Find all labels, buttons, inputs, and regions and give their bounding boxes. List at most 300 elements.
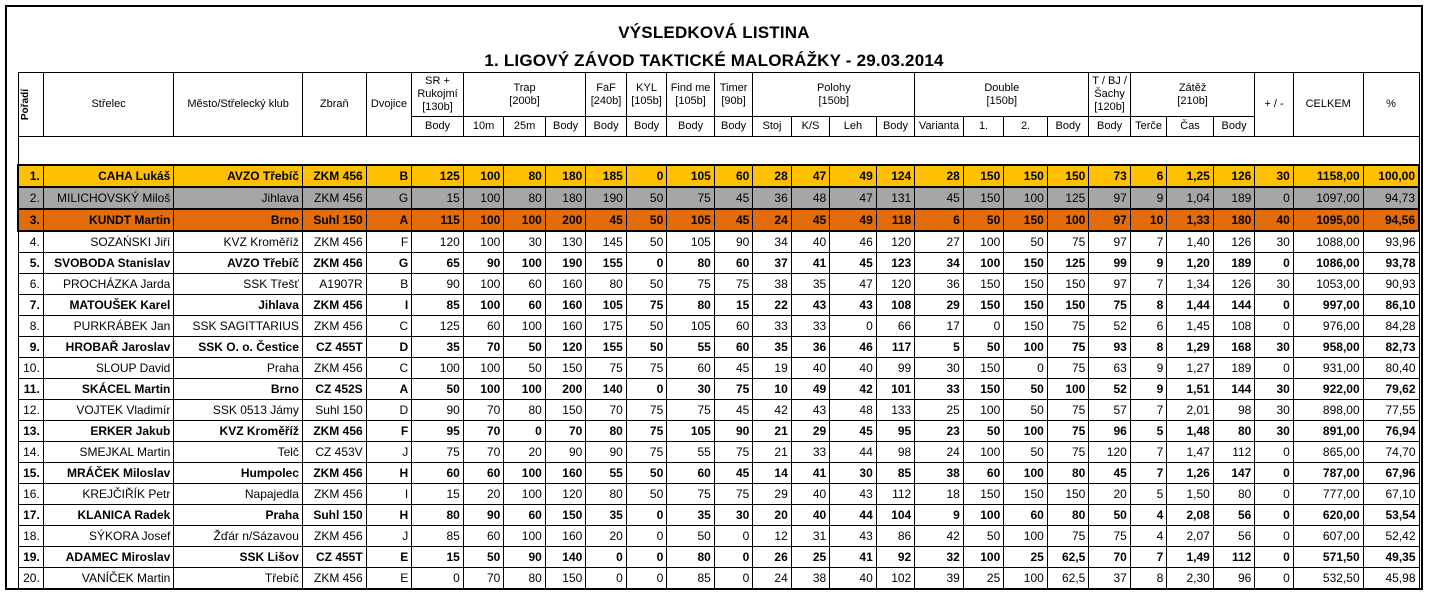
- cell-polohy-leh: 44: [830, 504, 877, 525]
- cell-rank: 12.: [18, 399, 43, 420]
- cell-zatez-terce: 10: [1130, 209, 1166, 231]
- cell-pct: 77,55: [1363, 399, 1419, 420]
- cell-faf-body: 155: [586, 252, 626, 273]
- cell-timer-body: 60: [714, 252, 752, 273]
- cell-findme-body: 60: [667, 357, 715, 378]
- cell-pct: 49,35: [1363, 546, 1419, 567]
- cell-zatez-cas: 1,40: [1167, 231, 1214, 253]
- cell-polohy-leh: 46: [830, 336, 877, 357]
- cell-gun: Suhl 150: [302, 504, 366, 525]
- header-pct: %: [1363, 73, 1419, 137]
- cell-kyl-body: 50: [626, 209, 666, 231]
- cell-findme-body: 75: [667, 399, 715, 420]
- cell-faf-body: 90: [586, 441, 626, 462]
- cell-polohy-leh: 49: [830, 209, 877, 231]
- cell-zatez-cas: 1,48: [1167, 420, 1214, 441]
- cell-polohy-leh: 40: [830, 357, 877, 378]
- cell-zatez-cas: 1,25: [1167, 165, 1214, 187]
- cell-rank: 10.: [18, 357, 43, 378]
- cell-double-2: 150: [1004, 294, 1048, 315]
- cell-pct: 94,73: [1363, 187, 1419, 209]
- sheet-title: VÝSLEDKOVÁ LISTINA: [618, 23, 810, 42]
- cell-polohy-leh: 47: [830, 273, 877, 294]
- cell-club: Brno: [174, 378, 303, 399]
- header-double: Double [150b]: [915, 73, 1089, 117]
- cell-timer-body: 15: [714, 294, 752, 315]
- cell-pair: E: [366, 546, 412, 567]
- cell-zatez-body: 80: [1213, 483, 1255, 504]
- cell-sr-body: 125: [412, 165, 464, 187]
- cell-polohy-body: 99: [876, 357, 914, 378]
- cell-sr-body: 115: [412, 209, 464, 231]
- cell-pct: 90,93: [1363, 273, 1419, 294]
- cell-trap-25m: 100: [504, 483, 545, 504]
- cell-findme-body: 30: [667, 378, 715, 399]
- table-row: [18, 504, 1419, 525]
- table-row: [18, 357, 1419, 378]
- cell-name: KLANICA Radek: [43, 504, 174, 525]
- cell-double-body: 80: [1047, 462, 1089, 483]
- cell-celkem: 787,00: [1293, 462, 1363, 483]
- cell-polohy-leh: 44: [830, 441, 877, 462]
- cell-polohy-stoj: 29: [753, 483, 791, 504]
- cell-zatez-body: 98: [1213, 399, 1255, 420]
- cell-timer-body: 45: [714, 209, 752, 231]
- cell-gun: CZ 452S: [302, 378, 366, 399]
- sub-double-body: Body: [1047, 117, 1089, 137]
- cell-rank: 18.: [18, 525, 43, 546]
- cell-kyl-body: 75: [626, 357, 666, 378]
- cell-findme-body: 85: [667, 567, 715, 588]
- cell-gun: ZKM 456: [302, 357, 366, 378]
- cell-celkem: 976,00: [1293, 315, 1363, 336]
- cell-gun: CZ 455T: [302, 546, 366, 567]
- cell-celkem: 607,00: [1293, 525, 1363, 546]
- cell-kyl-body: 75: [626, 294, 666, 315]
- cell-name: SKÁCEL Martin: [43, 378, 174, 399]
- cell-plusminus: 0: [1255, 462, 1293, 483]
- cell-zatez-cas: 1,04: [1167, 187, 1214, 209]
- cell-tbj-body: 97: [1089, 209, 1130, 231]
- cell-pair: E: [366, 567, 412, 588]
- cell-gun: CZ 453V: [302, 441, 366, 462]
- cell-rank: 19.: [18, 546, 43, 567]
- cell-polohy-body: 101: [876, 378, 914, 399]
- cell-faf-body: 175: [586, 315, 626, 336]
- cell-polohy-stoj: 10: [753, 378, 791, 399]
- cell-trap-25m: 20: [504, 441, 545, 462]
- cell-faf-body: 190: [586, 187, 626, 209]
- cell-polohy-body: 108: [876, 294, 914, 315]
- cell-trap-10m: 60: [463, 462, 503, 483]
- sub-zatez-terce: Terče: [1130, 117, 1166, 137]
- cell-zatez-cas: 1,51: [1167, 378, 1214, 399]
- cell-celkem: 1088,00: [1293, 231, 1363, 253]
- cell-plusminus: 0: [1255, 294, 1293, 315]
- cell-double-1: 100: [963, 399, 1003, 420]
- sheet-subtitle: 1. LIGOVÝ ZÁVOD TAKTICKÉ MALORÁŽKY - 29.03.2014: [484, 51, 944, 70]
- sub-trap-10m: 10m: [463, 117, 503, 137]
- cell-double-varianta: 9: [915, 504, 964, 525]
- cell-zatez-cas: 1,47: [1167, 441, 1214, 462]
- cell-double-varianta: 23: [915, 420, 964, 441]
- cell-celkem: 931,00: [1293, 357, 1363, 378]
- cell-pct: 67,10: [1363, 483, 1419, 504]
- cell-double-2: 25: [1004, 546, 1048, 567]
- cell-gun: ZKM 456: [302, 231, 366, 253]
- cell-club: Brno: [174, 209, 303, 231]
- cell-plusminus: 30: [1255, 336, 1293, 357]
- cell-tbj-body: 99: [1089, 252, 1130, 273]
- cell-double-body: 125: [1047, 187, 1089, 209]
- cell-zatez-terce: 5: [1130, 483, 1166, 504]
- cell-timer-body: 0: [714, 546, 752, 567]
- cell-celkem: 997,00: [1293, 294, 1363, 315]
- cell-pair: A: [366, 378, 412, 399]
- cell-zatez-terce: 8: [1130, 567, 1166, 588]
- cell-faf-body: 55: [586, 462, 626, 483]
- cell-faf-body: 155: [586, 336, 626, 357]
- cell-double-1: 150: [963, 483, 1003, 504]
- cell-gun: CZ 455T: [302, 336, 366, 357]
- cell-findme-body: 55: [667, 441, 715, 462]
- cell-gun: Suhl 150: [302, 399, 366, 420]
- cell-pair: I: [366, 294, 412, 315]
- cell-polohy-ks: 48: [791, 187, 829, 209]
- cell-sr-body: 65: [412, 252, 464, 273]
- cell-trap-10m: 100: [463, 165, 503, 187]
- sub-double-1: 1.: [963, 117, 1003, 137]
- cell-trap-body: 70: [545, 420, 586, 441]
- cell-trap-25m: 100: [504, 252, 545, 273]
- results-table: [17, 72, 1420, 589]
- cell-kyl-body: 50: [626, 187, 666, 209]
- cell-polohy-body: 131: [876, 187, 914, 209]
- cell-sr-body: 15: [412, 546, 464, 567]
- cell-double-2: 100: [1004, 462, 1048, 483]
- cell-rank: 8.: [18, 315, 43, 336]
- cell-timer-body: 60: [714, 165, 752, 187]
- cell-double-2: 150: [1004, 315, 1048, 336]
- cell-timer-body: 90: [714, 231, 752, 253]
- cell-celkem: 1086,00: [1293, 252, 1363, 273]
- cell-polohy-ks: 41: [791, 462, 829, 483]
- cell-findme-body: 50: [667, 525, 715, 546]
- cell-double-body: 150: [1047, 165, 1089, 187]
- cell-sr-body: 0: [412, 567, 464, 588]
- table-row: [18, 546, 1419, 567]
- cell-polohy-stoj: 35: [753, 336, 791, 357]
- cell-faf-body: 45: [586, 209, 626, 231]
- cell-plusminus: 0: [1255, 315, 1293, 336]
- cell-zatez-body: 189: [1213, 187, 1255, 209]
- cell-club: AVZO Třebíč: [174, 252, 303, 273]
- cell-trap-25m: 90: [504, 546, 545, 567]
- cell-celkem: 922,00: [1293, 378, 1363, 399]
- cell-pair: B: [366, 165, 412, 187]
- cell-trap-body: 160: [545, 462, 586, 483]
- cell-polohy-leh: 40: [830, 567, 877, 588]
- cell-findme-body: 80: [667, 252, 715, 273]
- cell-zatez-body: 80: [1213, 420, 1255, 441]
- cell-double-varianta: 38: [915, 462, 964, 483]
- cell-trap-10m: 70: [463, 567, 503, 588]
- cell-plusminus: 30: [1255, 420, 1293, 441]
- cell-zatez-cas: 1,33: [1167, 209, 1214, 231]
- cell-trap-10m: 70: [463, 399, 503, 420]
- cell-double-body: 75: [1047, 357, 1089, 378]
- cell-zatez-terce: 7: [1130, 399, 1166, 420]
- cell-double-1: 50: [963, 336, 1003, 357]
- cell-club: KVZ Kroměříž: [174, 231, 303, 253]
- cell-double-varianta: 33: [915, 378, 964, 399]
- sub-kyl-body: Body: [626, 117, 666, 137]
- cell-double-varianta: 17: [915, 315, 964, 336]
- cell-kyl-body: 0: [626, 378, 666, 399]
- cell-tbj-body: 97: [1089, 273, 1130, 294]
- cell-polohy-body: 133: [876, 399, 914, 420]
- cell-club: SSK Třešť: [174, 273, 303, 294]
- cell-double-1: 50: [963, 209, 1003, 231]
- cell-double-body: 125: [1047, 252, 1089, 273]
- cell-tbj-body: 52: [1089, 315, 1130, 336]
- cell-polohy-stoj: 38: [753, 273, 791, 294]
- cell-double-1: 150: [963, 294, 1003, 315]
- cell-tbj-body: 75: [1089, 294, 1130, 315]
- cell-findme-body: 75: [667, 483, 715, 504]
- cell-findme-body: 105: [667, 315, 715, 336]
- sub-zatez-body: Body: [1213, 117, 1255, 137]
- cell-trap-10m: 90: [463, 252, 503, 273]
- cell-trap-10m: 90: [463, 504, 503, 525]
- cell-trap-10m: 100: [463, 357, 503, 378]
- cell-pct: 93,96: [1363, 231, 1419, 253]
- cell-gun: ZKM 456: [302, 315, 366, 336]
- cell-trap-body: 200: [545, 378, 586, 399]
- header-tbj: T / BJ / Šachy [120b]: [1089, 73, 1130, 117]
- cell-plusminus: 0: [1255, 357, 1293, 378]
- cell-double-varianta: 36: [915, 273, 964, 294]
- cell-sr-body: 35: [412, 336, 464, 357]
- cell-plusminus: 0: [1255, 546, 1293, 567]
- cell-trap-10m: 100: [463, 209, 503, 231]
- cell-faf-body: 70: [586, 399, 626, 420]
- cell-rank: 20.: [18, 567, 43, 588]
- cell-kyl-body: 75: [626, 420, 666, 441]
- cell-name: MATOUŠEK Karel: [43, 294, 174, 315]
- cell-celkem: 1053,00: [1293, 273, 1363, 294]
- table-row: [18, 273, 1419, 294]
- cell-pct: 100,00: [1363, 165, 1419, 187]
- cell-timer-body: 75: [714, 483, 752, 504]
- cell-timer-body: 75: [714, 273, 752, 294]
- cell-zatez-body: 180: [1213, 209, 1255, 231]
- cell-polohy-ks: 25: [791, 546, 829, 567]
- cell-pct: 94,56: [1363, 209, 1419, 231]
- cell-kyl-body: 0: [626, 546, 666, 567]
- cell-celkem: 532,50: [1293, 567, 1363, 588]
- cell-faf-body: 80: [586, 483, 626, 504]
- cell-double-body: 150: [1047, 273, 1089, 294]
- cell-polohy-body: 104: [876, 504, 914, 525]
- cell-double-2: 0: [1004, 357, 1048, 378]
- sub-polohy-body: Body: [876, 117, 914, 137]
- cell-double-2: 150: [1004, 209, 1048, 231]
- cell-name: VANÍČEK Martin: [43, 567, 174, 588]
- cell-plusminus: 30: [1255, 378, 1293, 399]
- cell-kyl-body: 75: [626, 441, 666, 462]
- cell-faf-body: 105: [586, 294, 626, 315]
- header-zbran: Zbraň: [302, 73, 366, 137]
- cell-zatez-cas: 1,49: [1167, 546, 1214, 567]
- cell-zatez-terce: 8: [1130, 336, 1166, 357]
- cell-name: HROBAŘ Jaroslav: [43, 336, 174, 357]
- cell-findme-body: 105: [667, 231, 715, 253]
- cell-rank: 16.: [18, 483, 43, 504]
- cell-zatez-body: 56: [1213, 504, 1255, 525]
- cell-findme-body: 80: [667, 546, 715, 567]
- sub-double-varianta: Varianta: [915, 117, 964, 137]
- cell-rank: 7.: [18, 294, 43, 315]
- cell-tbj-body: 120: [1089, 441, 1130, 462]
- cell-name: SÝKORA Josef: [43, 525, 174, 546]
- cell-celkem: 1095,00: [1293, 209, 1363, 231]
- cell-polohy-ks: 33: [791, 315, 829, 336]
- cell-name: CAHA Lukáš: [43, 165, 174, 187]
- cell-polohy-ks: 43: [791, 294, 829, 315]
- cell-club: Humpolec: [174, 462, 303, 483]
- cell-pct: 84,28: [1363, 315, 1419, 336]
- cell-rank: 3.: [18, 209, 43, 231]
- cell-faf-body: 145: [586, 231, 626, 253]
- cell-double-body: 100: [1047, 209, 1089, 231]
- cell-zatez-cas: 1,50: [1167, 483, 1214, 504]
- cell-double-2: 50: [1004, 441, 1048, 462]
- cell-pair: D: [366, 336, 412, 357]
- cell-plusminus: 30: [1255, 165, 1293, 187]
- cell-rank: 13.: [18, 420, 43, 441]
- cell-zatez-terce: 6: [1130, 315, 1166, 336]
- cell-club: Jihlava: [174, 187, 303, 209]
- cell-trap-10m: 100: [463, 187, 503, 209]
- cell-timer-body: 60: [714, 315, 752, 336]
- cell-kyl-body: 50: [626, 231, 666, 253]
- cell-polohy-stoj: 42: [753, 399, 791, 420]
- cell-trap-10m: 60: [463, 315, 503, 336]
- cell-zatez-cas: 1,20: [1167, 252, 1214, 273]
- cell-pair: G: [366, 252, 412, 273]
- cell-double-body: 75: [1047, 420, 1089, 441]
- cell-double-2: 50: [1004, 399, 1048, 420]
- cell-double-varianta: 5: [915, 336, 964, 357]
- cell-trap-25m: 60: [504, 273, 545, 294]
- cell-pct: 76,94: [1363, 420, 1419, 441]
- cell-polohy-ks: 49: [791, 378, 829, 399]
- sub-findme-body: Body: [667, 117, 715, 137]
- cell-polohy-body: 112: [876, 483, 914, 504]
- cell-name: VOJTEK Vladimír: [43, 399, 174, 420]
- cell-polohy-leh: 43: [830, 483, 877, 504]
- cell-polohy-stoj: 12: [753, 525, 791, 546]
- cell-polohy-leh: 30: [830, 462, 877, 483]
- cell-kyl-body: 50: [626, 483, 666, 504]
- sub-zatez-cas: Čas: [1167, 117, 1214, 137]
- sub-polohy-stoj: Stoj: [753, 117, 791, 137]
- cell-trap-body: 90: [545, 441, 586, 462]
- cell-sr-body: 15: [412, 483, 464, 504]
- table-row: [18, 525, 1419, 546]
- cell-trap-25m: 50: [504, 336, 545, 357]
- cell-polohy-leh: 0: [830, 315, 877, 336]
- table-row: [18, 441, 1419, 462]
- cell-polohy-leh: 48: [830, 399, 877, 420]
- cell-polohy-ks: 36: [791, 336, 829, 357]
- cell-rank: 14.: [18, 441, 43, 462]
- cell-polohy-ks: 40: [791, 231, 829, 253]
- cell-polohy-stoj: 33: [753, 315, 791, 336]
- cell-pair: D: [366, 399, 412, 420]
- cell-polohy-ks: 35: [791, 273, 829, 294]
- cell-trap-25m: 100: [504, 525, 545, 546]
- cell-polohy-body: 118: [876, 209, 914, 231]
- table-row: [18, 462, 1419, 483]
- table-row: [18, 294, 1419, 315]
- cell-celkem: 1158,00: [1293, 165, 1363, 187]
- cell-tbj-body: 37: [1089, 567, 1130, 588]
- cell-polohy-ks: 40: [791, 357, 829, 378]
- cell-zatez-cas: 1,26: [1167, 462, 1214, 483]
- table-row: [18, 252, 1419, 273]
- cell-trap-body: 120: [545, 336, 586, 357]
- cell-double-1: 150: [963, 378, 1003, 399]
- cell-zatez-cas: 1,34: [1167, 273, 1214, 294]
- cell-findme-body: 35: [667, 504, 715, 525]
- cell-name: ADAMEC Miroslav: [43, 546, 174, 567]
- cell-gun: ZKM 456: [302, 462, 366, 483]
- cell-polohy-leh: 45: [830, 252, 877, 273]
- cell-sr-body: 60: [412, 462, 464, 483]
- cell-double-2: 50: [1004, 378, 1048, 399]
- cell-polohy-ks: 29: [791, 420, 829, 441]
- cell-pair: F: [366, 231, 412, 253]
- cell-polohy-leh: 43: [830, 294, 877, 315]
- cell-plusminus: 0: [1255, 483, 1293, 504]
- cell-timer-body: 75: [714, 441, 752, 462]
- cell-double-varianta: 39: [915, 567, 964, 588]
- cell-faf-body: 80: [586, 420, 626, 441]
- cell-sr-body: 100: [412, 357, 464, 378]
- cell-polohy-body: 86: [876, 525, 914, 546]
- cell-polohy-ks: 33: [791, 441, 829, 462]
- cell-pair: A: [366, 209, 412, 231]
- cell-zatez-body: 189: [1213, 252, 1255, 273]
- cell-polohy-body: 117: [876, 336, 914, 357]
- cell-kyl-body: 0: [626, 165, 666, 187]
- cell-pair: H: [366, 504, 412, 525]
- cell-polohy-body: 120: [876, 231, 914, 253]
- cell-double-varianta: 24: [915, 441, 964, 462]
- cell-polohy-ks: 45: [791, 209, 829, 231]
- cell-plusminus: 0: [1255, 504, 1293, 525]
- cell-zatez-cas: 2,07: [1167, 525, 1214, 546]
- cell-polohy-stoj: 21: [753, 420, 791, 441]
- cell-timer-body: 90: [714, 420, 752, 441]
- cell-rank: 9.: [18, 336, 43, 357]
- cell-trap-25m: 30: [504, 231, 545, 253]
- cell-polohy-stoj: 21: [753, 441, 791, 462]
- cell-kyl-body: 50: [626, 336, 666, 357]
- cell-club: SSK 0513 Jámy: [174, 399, 303, 420]
